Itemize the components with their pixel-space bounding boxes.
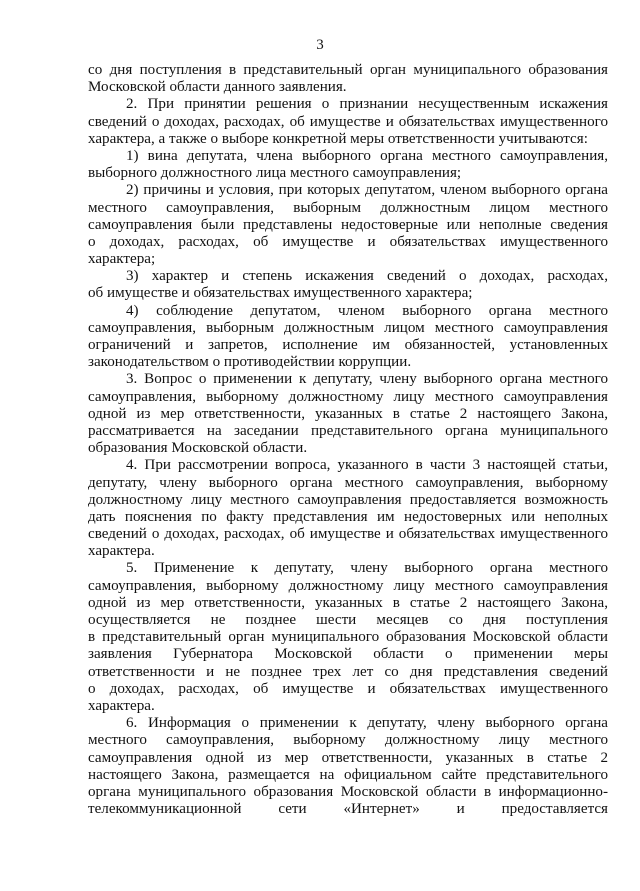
text-line: Московской области данного заявления.: [88, 79, 347, 96]
text-line: рассматривается на заседании представительного органа муниципального: [88, 422, 608, 439]
text-line: со дня поступления в представительный орган муниципального образования: [88, 62, 608, 78]
text-line: 2. При принятии решения о признании несущественным искажения: [126, 96, 608, 113]
text-line: местного самоуправления, выборному должностному лицу местного: [88, 732, 608, 749]
text-line: сведений о доходах, расходах, об имуществе и обязательствах имущественного: [88, 113, 608, 130]
text-line: в представительный орган муниципального образования Московской области: [88, 629, 608, 646]
text-line: одной из мер ответственности, указанных в статье 2 настоящего Закона,: [88, 405, 608, 422]
text-line: о доходах, расходах, об имуществе и обязательствах имущественного: [88, 233, 608, 250]
document-body: [88, 62, 608, 818]
text-line: выборного должностного лица местного самоуправления;: [88, 165, 462, 182]
text-line: о доходах, расходах, об имуществе и обязательствах имущественного: [88, 680, 608, 697]
text-line: самоуправления одной из мер ответственности, указанных в статье 2: [88, 749, 608, 766]
page-number: 3: [316, 37, 324, 53]
text-line: сведений о доходах, расходах, об имуществе и обязательствах имущественного: [88, 526, 608, 543]
text-line: характера;: [88, 251, 156, 268]
text-line: самоуправления, выборному должностному лицу местного самоуправления: [88, 577, 608, 594]
text-line: 4) соблюдение депутатом, членом выборного органа местного: [126, 302, 608, 319]
text-line: телекоммуникационной сети «Интернет» и предоставляется: [88, 801, 608, 818]
text-line: характера.: [88, 697, 155, 714]
text-line: образования Московской области.: [88, 440, 308, 457]
text-line: об имуществе и обязательствах имущественного характера;: [88, 285, 473, 302]
text-line: законодательством о противодействии коррупции.: [88, 354, 412, 371]
text-line: осуществляется не позднее шести месяцев со дня поступления: [88, 612, 608, 628]
text-line: ограничений и запретов, исполнение им обязанностей, установленных: [88, 337, 608, 353]
text-line: настоящего Закона, размещается на официальном сайте представительного: [88, 766, 608, 783]
text-line: одной из мер ответственности, указанных в статье 2 настоящего Закона,: [88, 594, 608, 611]
text-line: самоуправления, выборному должностному лицу местного самоуправления: [88, 388, 608, 405]
text-line: 1) вина депутата, члена выборного органа местного самоуправления,: [126, 147, 608, 164]
text-line: самоуправления, выборным должностным лицом местного самоуправления: [88, 319, 608, 336]
text-line: органа муниципального образования Московской области в информационно-: [88, 783, 608, 800]
text-line: 5. Применение к депутату, члену выборного органа местного: [126, 560, 608, 577]
text-line: депутату, члену выборного органа местного самоуправления, выборному: [88, 474, 608, 491]
text-line: 6. Информация о применении к депутату, члену выборного органа: [126, 715, 608, 732]
text-line: должностному лицу местного самоуправления предоставляется возможность: [88, 491, 608, 508]
text-line: ответственности и не позднее трех лет со дня представления сведений: [88, 663, 608, 680]
text-line: местного самоуправления, выборным должностным лицом местного: [88, 199, 608, 216]
text-line: 2) причины и условия, при которых депутатом, членом выборного органа: [126, 182, 608, 199]
text-line: характера.: [88, 543, 155, 560]
text-line: дать пояснения по факту представления им недостоверных или неполных: [88, 508, 608, 525]
text-line: 4. При рассмотрении вопроса, указанного в части 3 настоящей статьи,: [126, 457, 608, 474]
text-line: самоуправления были представлены недостоверные или неполные сведения: [88, 216, 608, 233]
text-line: заявления Губернатора Московской области о применении меры: [88, 646, 608, 663]
text-line: 3) характер и степень искажения сведений о доходах, расходах,: [126, 268, 608, 285]
text-line: характера, а также о выборе конкретной меры ответственности учитываются:: [88, 130, 588, 147]
text-line: 3. Вопрос о применении к депутату, члену выборного органа местного: [126, 371, 608, 388]
